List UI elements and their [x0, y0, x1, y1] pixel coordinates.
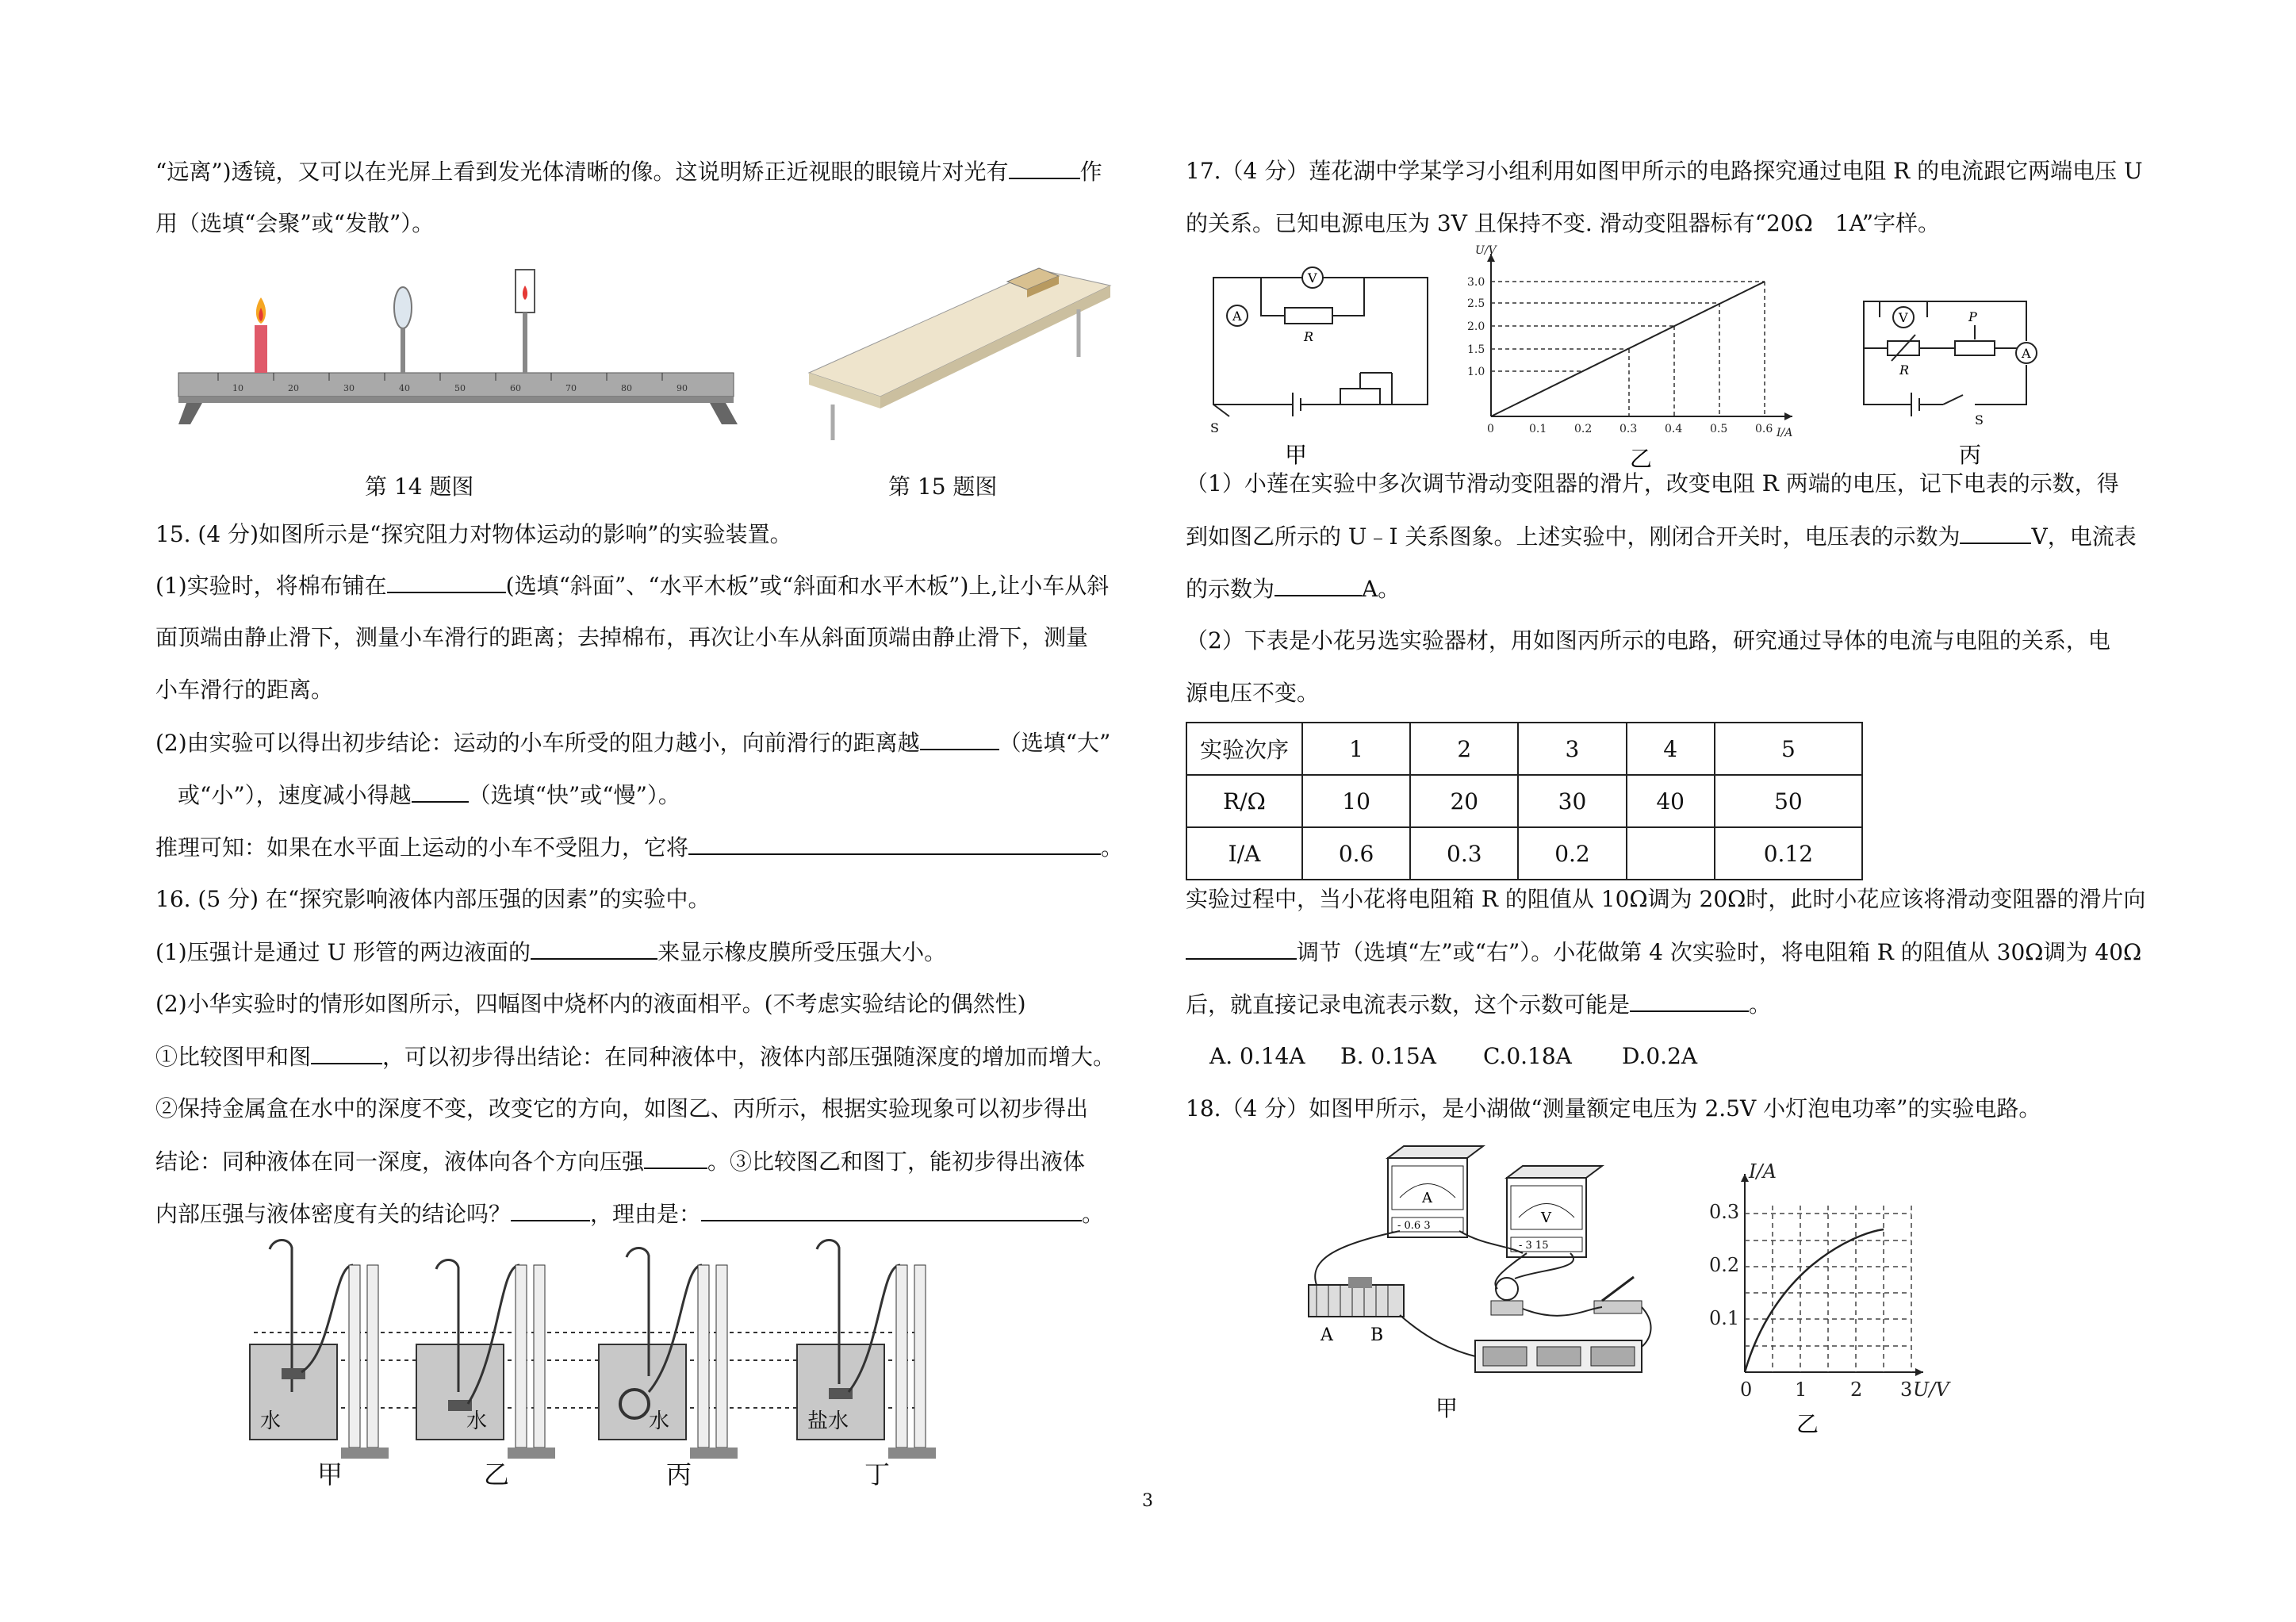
graph18-ytick: 0.2 — [1709, 1254, 1740, 1276]
q17-part1-line3: 的示数为 A。 — [1186, 576, 1401, 602]
q15-part1-line2: 面顶端由静止滑下，测量小车滑行的距离；去掉棉布，再次让小车从斜面顶端由静止滑下，测量 — [155, 624, 1089, 650]
fig15-incline-apparatus — [801, 262, 1118, 444]
graph17-ytick: 1.5 — [1467, 343, 1485, 356]
q16-blank-1[interactable] — [531, 938, 657, 960]
ammeter-scale: - 0.6 3 — [1397, 1220, 1431, 1232]
q14-blank[interactable] — [1009, 157, 1080, 179]
graph17-xtick: 0.5 — [1710, 423, 1728, 435]
resistor-label: R — [1304, 329, 1314, 344]
graph17-ytick: 1.0 — [1467, 366, 1485, 378]
q16-part2-2b: 结论：同种液体在同一深度，液体向各个方向压强 。③比较图乙和图丁，能初步得出液体 — [155, 1148, 1086, 1175]
ruler-tick: 60 — [510, 383, 521, 393]
graph18-ylabel: I/A — [1749, 1160, 1777, 1183]
q18-circuit-physical — [1301, 1142, 1681, 1428]
q15-title: 15. (4 分)如图所示是“探究阻力对物体运动的影响”的实验装置。 — [155, 521, 792, 547]
graph18-xtick: 1 — [1795, 1379, 1807, 1401]
table-cell-empty[interactable] — [1627, 827, 1715, 880]
graph17-xtick: 0.4 — [1665, 423, 1683, 435]
q16-part1: (1)压强计是通过 U 形管的两边液面的 来显示橡皮膜所受压强大小。 — [155, 939, 947, 965]
graph17-ylabel: U/V — [1475, 244, 1497, 257]
q16-blank-2[interactable] — [311, 1042, 382, 1064]
q17-options — [1209, 1042, 1697, 1071]
q14-text-line1: “远离”)透镜，又可以在光屏上看到发光体清晰的像。这说明矫正近视眼的眼镜片对光有 作 — [155, 159, 1102, 185]
option-c[interactable]: C.0.18A — [1483, 1043, 1572, 1069]
q17-part3-line1: 实验过程中，当小花将电阻箱 R 的阻值从 10Ω调为 20Ω时，此时小花应该将滑动变阻器的滑片向 — [1186, 886, 2146, 912]
graph18-xlabel: U/V — [1913, 1379, 1949, 1401]
slider-p-label: P — [1968, 309, 1977, 324]
q15-part1-line1: (1)实验时，将棉布铺在 (选填“斜面”、“水平木板”或“斜面和水平木板”)上,让小车从斜 — [155, 573, 1110, 599]
table-cell: 20 — [1410, 775, 1518, 827]
ruler-tick: 90 — [677, 383, 688, 393]
switch-c-label: S — [1975, 412, 1984, 428]
table-cell: 实验次序 — [1186, 723, 1302, 775]
q17-part1-line1: （1）小莲在实验中多次调节滑动变阻器的滑片，改变电阻 R 两端的电压，记下电表的示数，得 — [1186, 470, 2119, 497]
q15-blank-3[interactable] — [412, 780, 469, 803]
table-cell: 0.6 — [1302, 827, 1410, 880]
table-row — [1186, 775, 1862, 827]
option-b[interactable]: B. 0.15A — [1340, 1043, 1436, 1069]
table-cell: 0.2 — [1518, 827, 1626, 880]
table-cell: 2 — [1410, 723, 1518, 775]
voltmeter-c-label: V — [1899, 310, 1908, 325]
option-d[interactable]: D.0.2A — [1622, 1043, 1698, 1069]
graph17-xlabel: I/A — [1777, 427, 1793, 439]
q17-part3-line2: 调节（选填“左”或“右”）。小花做第 4 次实验时，将电阻箱 R 的阻值从 30Ω调为 40Ω — [1186, 938, 2141, 967]
graph17-xtick: 0.6 — [1755, 423, 1773, 435]
q18-fig-label-b: 乙 — [1796, 1411, 1819, 1437]
q18-title: 18.（4 分）如图甲所示，是小湖做“测量额定电压为 2.5V 小灯泡电功率”的实验电路。 — [1186, 1095, 2041, 1122]
ammeter-label: A — [1232, 309, 1242, 324]
beaker-label-1: 甲 — [317, 1459, 343, 1487]
ruler-tick: 70 — [565, 383, 577, 393]
liquid-label-3: 水 — [649, 1409, 670, 1433]
table-cell: 1 — [1302, 723, 1410, 775]
fig15-caption: 第 15 题图 — [888, 474, 998, 500]
liquid-label-1: 水 — [260, 1409, 282, 1433]
fig14-caption: 第 14 题图 — [365, 474, 474, 500]
table-cell: 10 — [1302, 775, 1410, 827]
q16-part2-1: ①比较图甲和图 ，可以初步得出结论：在同种液体中，液体内部压强随深度的增加而增大。 — [155, 1044, 1116, 1070]
q17-data-table — [1186, 722, 1863, 880]
ruler-tick: 80 — [621, 383, 632, 393]
table-cell: R/Ω — [1186, 775, 1302, 827]
page-number: 3 — [1142, 1491, 1153, 1511]
ruler-tick: 40 — [399, 383, 410, 393]
fig17-label-c: 丙 — [1959, 442, 1982, 468]
fig17-label-b: 乙 — [1630, 446, 1653, 472]
ruler-tick: 30 — [343, 383, 355, 393]
liquid-label-4: 盐水 — [807, 1409, 849, 1433]
q16-part2-2: ②保持金属盒在水中的深度不变，改变它的方向，如图乙、丙所示，根据实验现象可以初步得出 — [155, 1095, 1089, 1122]
q15-part2-line1: (2)由实验可以得出初步结论：运动的小车所受的阻力越小，向前滑行的距离越 （选填“大” — [155, 730, 1111, 756]
q17-part1-line2: 到如图乙所示的 U﹣I 关系图象。上述实验中，刚闭合开关时，电压表的示数为 V，电流表 — [1186, 523, 2137, 550]
table-row — [1186, 723, 1862, 775]
switch-label: S — [1210, 420, 1219, 435]
q16-blank-3[interactable] — [644, 1147, 707, 1169]
beaker-label-2: 乙 — [484, 1459, 510, 1487]
fig14-optical-bench — [171, 262, 742, 436]
table-cell: 5 — [1715, 723, 1862, 775]
q17-blank-3[interactable] — [1186, 938, 1297, 960]
ruler-tick: 10 — [232, 383, 243, 393]
q17-part3-line3: 后，就直接记录电流表示数，这个示数可能是 。 — [1186, 991, 1772, 1018]
q18-graph-iu — [1705, 1158, 1975, 1444]
q17-title: 17.（4 分）莲花湖中学某学习小组利用如图甲所示的电路探究通过电阻 R 的电流跟它两端电压 U — [1186, 158, 2143, 184]
q15-blank-4[interactable] — [688, 833, 1101, 855]
q17-circuit-c — [1856, 286, 2054, 468]
ammeter-c-label: A — [2022, 346, 2031, 361]
voltmeter-scale: - 3 15 — [1519, 1240, 1549, 1252]
table-cell: 0.3 — [1410, 827, 1518, 880]
q18-fig-label-a: 甲 — [1435, 1395, 1458, 1421]
graph17-xtick: 0.3 — [1619, 423, 1638, 435]
q15-blank-2[interactable] — [920, 728, 999, 750]
rheostat-b: B — [1370, 1325, 1384, 1345]
graph18-ytick: 0.1 — [1709, 1307, 1740, 1329]
table-cell: I/A — [1186, 827, 1302, 880]
graph17-xtick: 0 — [1487, 423, 1494, 435]
q17-part2-line2: 源电压不变。 — [1186, 680, 1320, 706]
graph18-xtick: 3 — [1900, 1379, 1913, 1401]
table-cell: 3 — [1518, 723, 1626, 775]
ruler-tick: 20 — [288, 383, 299, 393]
voltmeter-dial-label: V — [1541, 1210, 1551, 1226]
q17-title-2: 的关系。已知电源电压为 3V 且保持不变. 滑动变阻器标有“20Ω 1A”字样。 — [1186, 210, 1941, 236]
q15-blank-1[interactable] — [387, 571, 506, 593]
q15-part3: 推理可知：如果在水平面上运动的小车不受阻力，它将 。 — [155, 834, 1124, 861]
liquid-label-2: 水 — [466, 1409, 488, 1433]
fig17-label-a: 甲 — [1285, 442, 1308, 468]
option-a[interactable]: A. 0.14A — [1209, 1043, 1305, 1069]
resistor-c-label: R — [1899, 362, 1910, 378]
table-cell: 4 — [1627, 723, 1715, 775]
beaker-label-3: 丙 — [666, 1459, 692, 1487]
rheostat-a: A — [1320, 1325, 1333, 1345]
q15-part2-line2: 或“小”），速度减小得越 （选填“快”或“慢”）。 — [178, 782, 680, 808]
q17-part2-line1: （2）下表是小花另选实验器材，用如图丙所示的电路，研究通过导体的电流与电阻的关系，电 — [1186, 627, 2110, 654]
q17-blank-4[interactable] — [1630, 990, 1749, 1012]
graph17-xtick: 0.1 — [1529, 423, 1547, 435]
q17-blank-2[interactable] — [1274, 574, 1362, 596]
ruler-tick: 50 — [454, 383, 466, 393]
table-row — [1186, 827, 1862, 880]
graph17-xtick: 0.2 — [1574, 423, 1593, 435]
q16-part2: (2)小华实验时的情形如图所示，四幅图中烧杯内的液面相平。(不考虑实验结论的偶然性) — [155, 991, 1026, 1017]
graph17-ytick: 2.0 — [1467, 320, 1485, 333]
table-cell: 0.12 — [1715, 827, 1862, 880]
table-cell: 40 — [1627, 775, 1715, 827]
q15-part1-line3: 小车滑行的距离。 — [155, 677, 334, 703]
table-cell: 50 — [1715, 775, 1862, 827]
graph18-xtick: 2 — [1850, 1379, 1863, 1401]
graph17-ytick: 2.5 — [1467, 297, 1485, 310]
graph18-ytick: 0.3 — [1709, 1201, 1740, 1223]
table-cell: 30 — [1518, 775, 1626, 827]
graph18-xtick: 0 — [1740, 1379, 1753, 1401]
q16-blank-5[interactable] — [701, 1199, 1082, 1221]
voltmeter-label: V — [1308, 270, 1317, 286]
q17-graph-b — [1451, 242, 1800, 472]
q16-title: 16. (5 分) 在“探究影响液体内部压强的因素”的实验中。 — [155, 886, 711, 912]
q16-blank-4[interactable] — [511, 1199, 590, 1221]
graph17-ytick: 3.0 — [1467, 276, 1485, 289]
ammeter-dial-label: A — [1422, 1190, 1432, 1206]
q14-text-line2: 用（选填“会聚”或“发散”）。 — [155, 210, 435, 236]
q17-blank-1[interactable] — [1960, 522, 2031, 544]
q16-part2-3: 内部压强与液体密度有关的结论吗？ ，理由是： 。 — [155, 1201, 1105, 1227]
fig16-pressure-gauges — [214, 1233, 944, 1487]
beaker-label-4: 丁 — [864, 1459, 891, 1487]
q17-circuit-a — [1198, 254, 1435, 468]
